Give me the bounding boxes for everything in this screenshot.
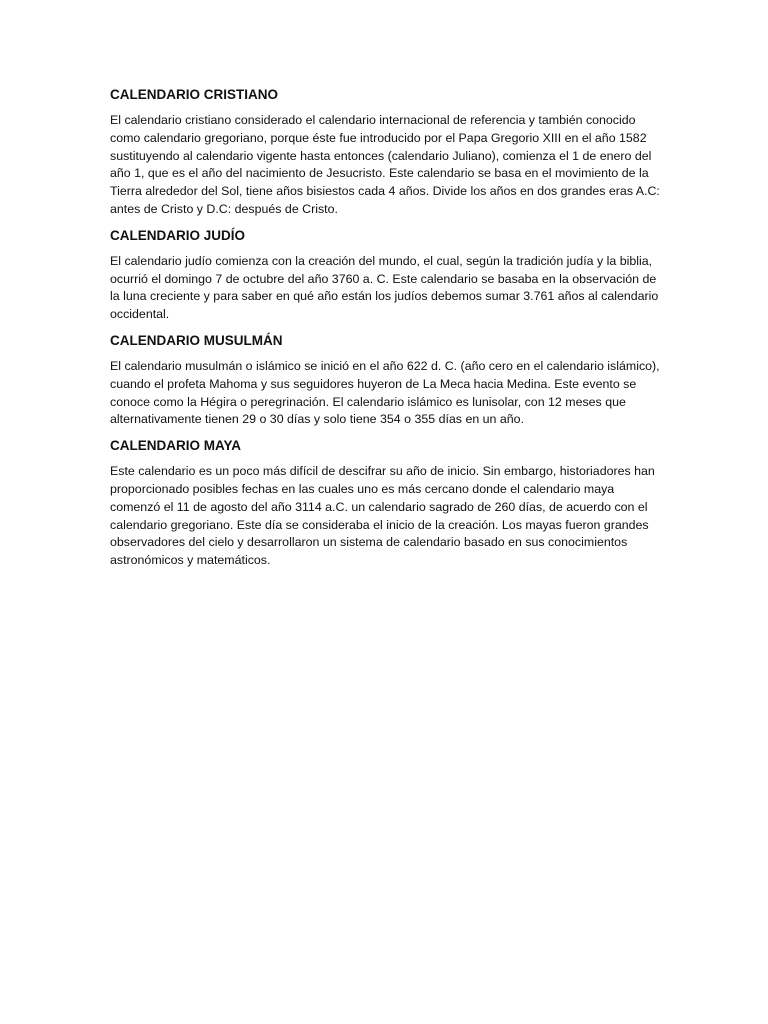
section-title-musulman: CALENDARIO MUSULMÁN [110, 332, 283, 348]
section-judio [110, 227, 660, 324]
section-body-musulman: El calendario musulmán o islámico se inició en el año 622 d. C. (año cero en el calendario islámico), cuando el profeta Mahoma y sus seguidores huyeron de La Meca hacia Medina. Este evento se conoce como la Hégira o peregrinación. El calendario islámico es lunisolar, con 12 meses que alternativamente tienen 29 o 30 días y solo tiene 354 o 355 días en un año. [110, 358, 660, 427]
section-title-judio: CALENDARIO JUDÍO [110, 227, 246, 243]
section-title-cristiano: CALENDARIO CRISTIANO [110, 87, 278, 102]
section-title-maya: CALENDARIO MAYA [110, 438, 242, 454]
section-maya [110, 437, 660, 570]
section-body-cristiano: El calendario cristiano considerado el calendario internacional de referencia y también conocido como calendario gregoriano, porque éste fue introducido por el Papa Gregorio XIII en el año 1582 sustituyendo al calendario vigente hasta entonces (calendario Juliano), comienza el 1 de enero del año 1, que es el año del nacimiento de Jesucristo. Este calendario se basa en el movimiento de la Tierra alrededor del Sol, tiene años bisiestos cada 4 años. Divide los años en dos grandes eras A.C: antes de Cristo y D.C: después de Cristo. [110, 113, 660, 216]
section-body-judio: El calendario judío comienza con la creación del mundo, el cual, según la tradición judía y la biblia, ocurrió el domingo 7 de octubre del año 3760 a. C. Este calendario se basaba en la observación de la luna creciente y para saber en qué año están los judíos debemos sumar 3.761 años al calendario occidental. [110, 253, 659, 322]
section-musulman [110, 332, 660, 429]
section-cristiano [110, 86, 660, 219]
document-page [110, 86, 660, 578]
section-body-maya: Este calendario es un poco más difícil de descifrar su año de inicio. Sin embargo, historiadores han proporcionado posibles fechas en las cuales uno es más cercano donde el calendario maya comenzó el 11 de agosto del año 3114 a.C. un calendario sagrado de 260 días, de acuerdo con el calendario gregoriano. Este día se consideraba el inicio de la creación. Los mayas fueron grandes observadores del cielo y desarrollaron un sistema de calendario basado en sus conocimientos astronómicos y matemáticos. [110, 464, 655, 568]
